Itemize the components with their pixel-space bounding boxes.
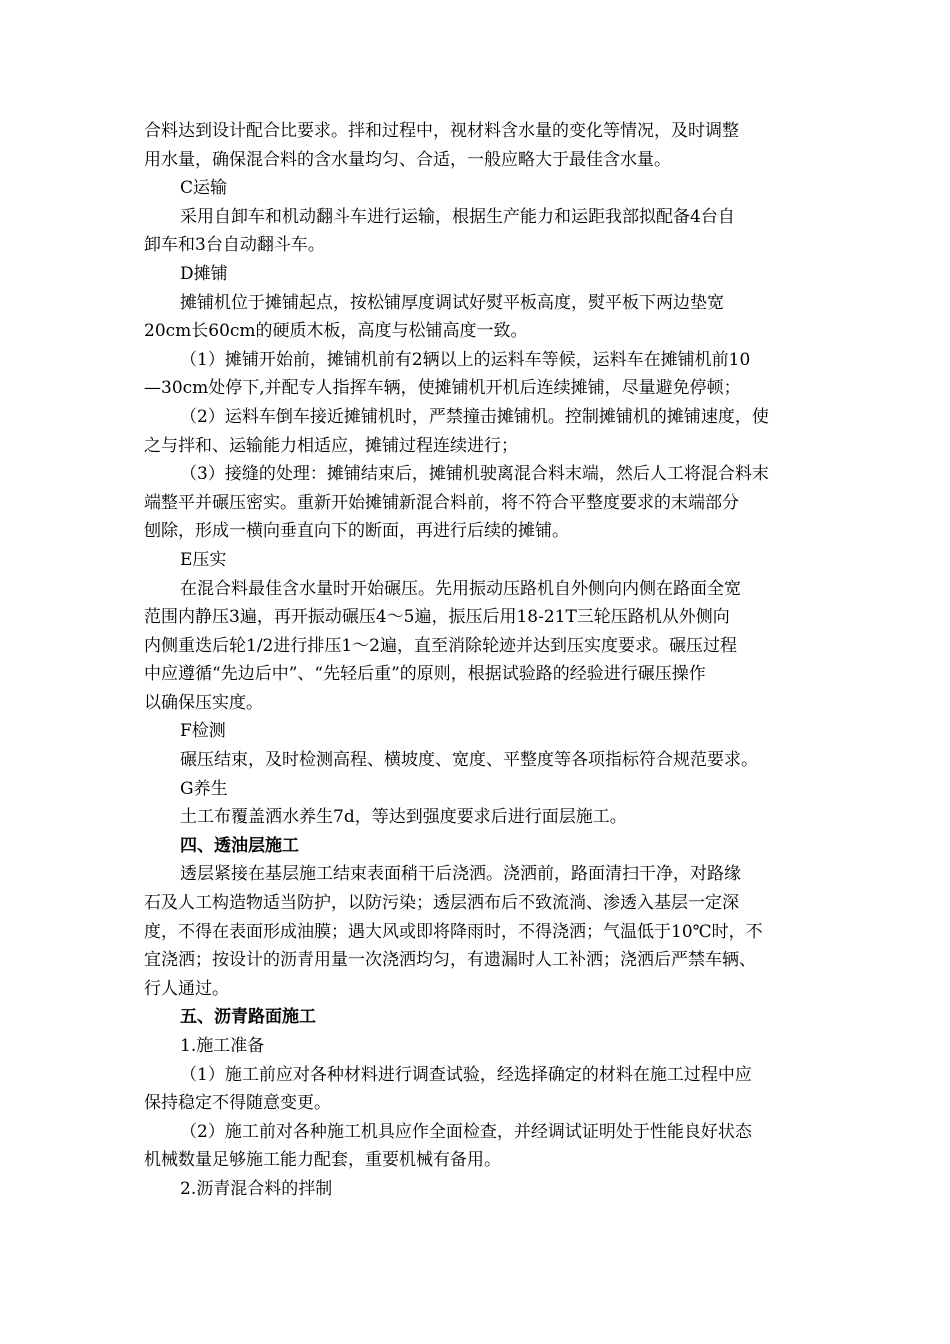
paragraph-line: 透层紧接在基层施工结束表面稍干后浇洒。浇洒前，路面清扫干净，对路缘	[180, 864, 741, 885]
paragraph-line: （2）施工前对各种施工机具应作全面检查，并经调试证明处于性能良好状态	[180, 1121, 752, 1142]
paragraph-line: （1）摊铺开始前，摊铺机前有2辆以上的运料车等候，运料车在摊铺机前10	[180, 349, 751, 370]
paragraph-line: 之与拌和、运输能力相适应，摊铺过程连续进行；	[144, 435, 518, 456]
paragraph-line: 卸车和3台自动翻斗车。	[144, 235, 325, 256]
paragraph-line: 内侧重迭后轮1/2进行排压1～2遍，直至消除轮迹并达到压实度要求。碾压过程	[144, 635, 737, 656]
paragraph-line: （2）运料车倒车接近摊铺机时，严禁撞击摊铺机。控制摊铺机的摊铺速度，使	[180, 406, 769, 427]
paragraph-line: 碾压结束，及时检测高程、横坡度、宽度、平整度等各项指标符合规范要求。	[180, 750, 758, 771]
paragraph-line: 行人通过。	[144, 978, 229, 999]
paragraph-line: 机械数量足够施工能力配套，重要机械有备用。	[144, 1150, 501, 1171]
paragraph-line: 摊铺机位于摊铺起点，按松铺厚度调试好熨平板高度，熨平板下两边垫宽	[180, 292, 724, 313]
paragraph-line: 2.沥青混合料的拌制	[180, 1178, 333, 1199]
paragraph-line: 1.施工准备	[180, 1036, 265, 1056]
paragraph-line: G养生	[180, 778, 228, 799]
paragraph-line: 中应遵循“先边后中”、“先轻后重”的原则，根据试验路的经验进行碾压操作	[144, 664, 706, 685]
paragraph-line: 刨除，形成一横向垂直向下的断面，再进行后续的摊铺。	[144, 521, 569, 542]
paragraph-line: 以确保压实度。	[144, 692, 263, 713]
paragraph-line: F检测	[180, 721, 226, 742]
paragraph-line: D摊铺	[180, 263, 228, 284]
section-heading: 五、沥青路面施工	[180, 1007, 316, 1028]
paragraph-line: 在混合料最佳含水量时开始碾压。先用振动压路机自外侧向内侧在路面全宽	[180, 578, 741, 599]
paragraph-line: 范围内静压3遍，再开振动碾压4～5遍，振压后用18-21T三轮压路机从外侧向	[144, 607, 730, 628]
section-heading: 四、透油层施工	[180, 835, 299, 856]
paragraph-line: 端整平并碾压密实。重新开始摊铺新混合料前，将不符合平整度要求的末端部分	[144, 492, 739, 513]
paragraph-line: （3）接缝的处理：摊铺结束后，摊铺机驶离混合料末端，然后人工将混合料末	[180, 464, 769, 485]
paragraph-line: 合料达到设计配合比要求。拌和过程中，视材料含水量的变化等情况，及时调整	[144, 121, 739, 141]
paragraph-line: 20cm长60cm的硬质木板，高度与松铺高度一致。	[144, 321, 528, 342]
paragraph-line: E压实	[180, 549, 227, 570]
document-page	[144, 117, 808, 1204]
paragraph-line: C运输	[180, 178, 228, 199]
paragraph-line: 宜浇洒；按设计的沥青用量一次浇洒均匀，有遗漏时人工补洒；浇洒后严禁车辆、	[144, 950, 756, 971]
paragraph-line: 采用自卸车和机动翻斗车进行运输，根据生产能力和运距我部拟配备4台自	[180, 206, 735, 227]
paragraph-line: —30cm处停下,并配专人指挥车辆，使摊铺机开机后连续摊铺，尽量避免停顿；	[144, 378, 741, 399]
paragraph-line: 石及人工构造物适当防护，以防污染；透层洒布后不致流淌、渗透入基层一定深	[144, 893, 739, 914]
paragraph-line: （1）施工前应对各种材料进行调查试验，经选择确定的材料在施工过程中应	[180, 1064, 752, 1085]
paragraph-line: 土工布覆盖洒水养生7d，等达到强度要求后进行面层施工。	[180, 807, 627, 828]
paragraph-line: 保持稳定不得随意变更。	[144, 1093, 331, 1114]
paragraph-line: 用水量，确保混合料的含水量均匀、合适，一般应略大于最佳含水量。	[144, 149, 671, 170]
paragraph-line: 度，不得在表面形成油膜；遇大风或即将降雨时，不得浇洒；气温低于10℃时，不	[144, 921, 763, 942]
